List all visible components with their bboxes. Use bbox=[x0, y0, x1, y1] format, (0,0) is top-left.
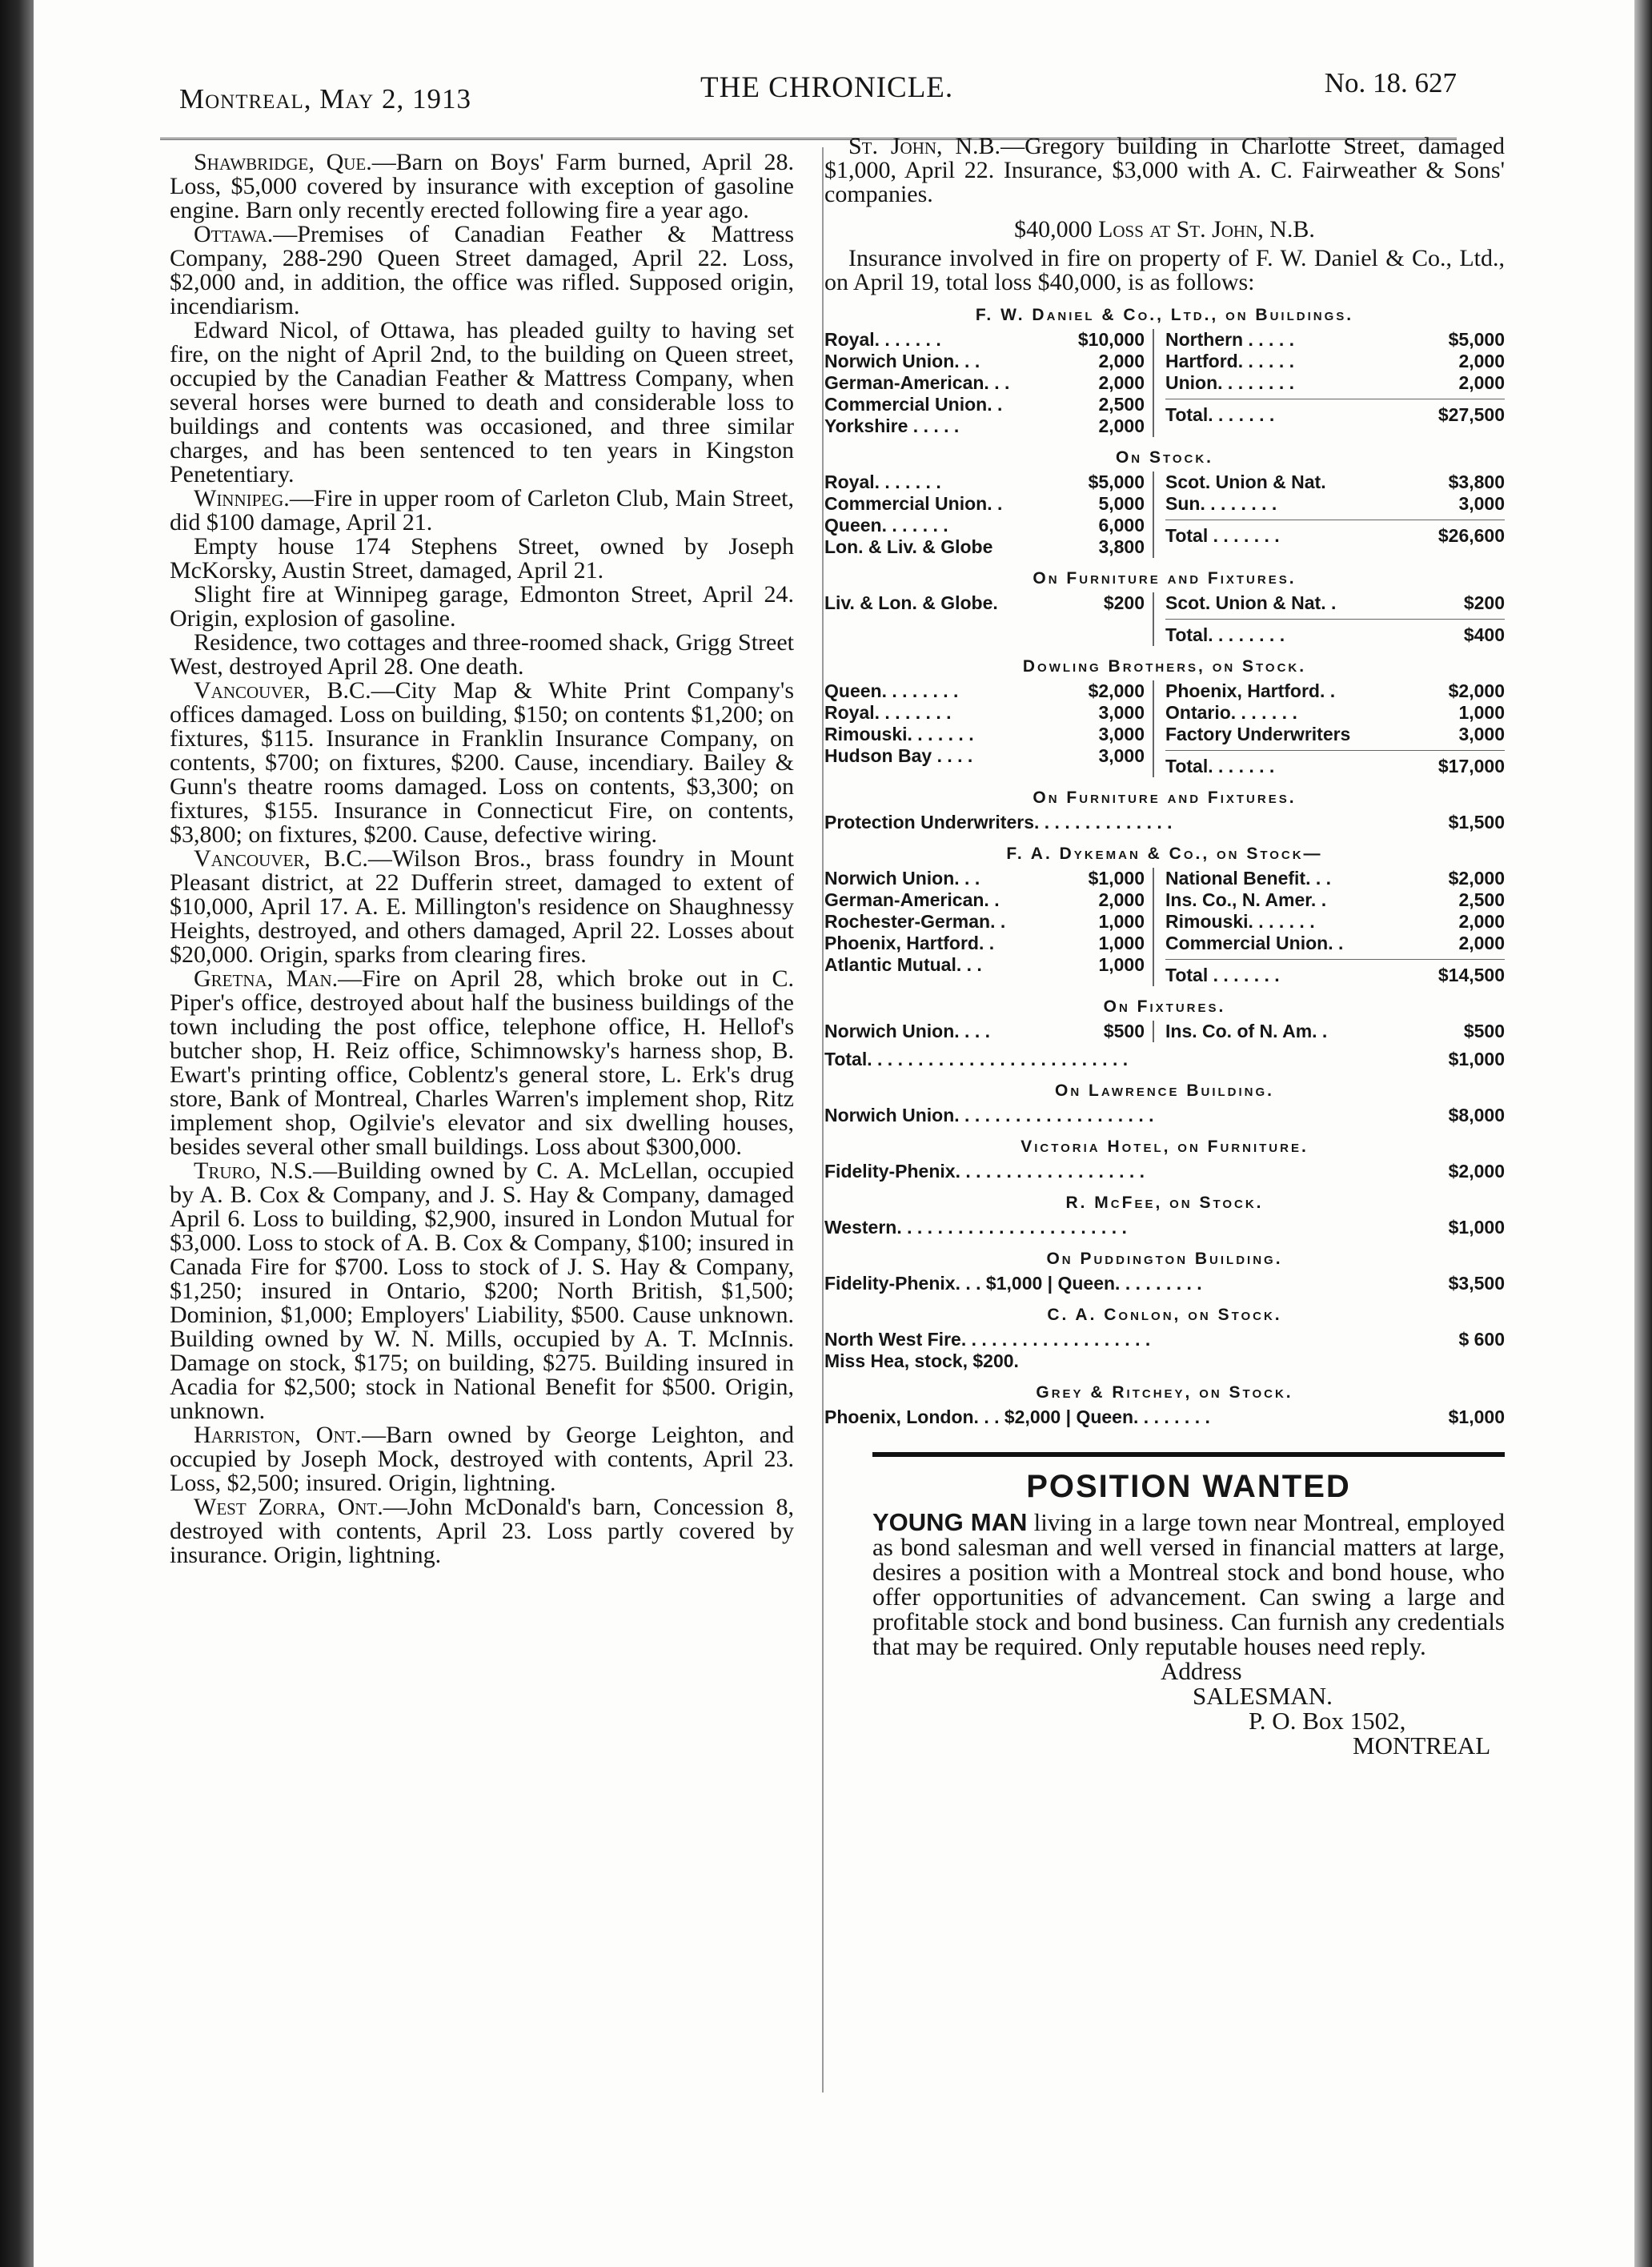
insurer-row: Norwich Union. . . $1,000 bbox=[824, 868, 1145, 889]
insurer-row: Hartford. . . . . . 2,000 bbox=[1165, 351, 1505, 371]
right-column bbox=[824, 134, 1505, 1758]
insurer-row: German-American. . 2,000 bbox=[824, 889, 1145, 910]
insurer-row: Ontario. . . . . . . 1,000 bbox=[1165, 702, 1505, 723]
insurer-row: Commercial Union. . 2,500 bbox=[824, 394, 1145, 415]
insurance-table bbox=[824, 592, 1505, 646]
running-header bbox=[168, 67, 1457, 123]
item-winnipeg-residence: Residence, two cottages and three-roomed shack, Grigg Street West, destroyed April 28. One death. bbox=[170, 629, 794, 680]
section-heading: On Furniture and Fixtures. bbox=[1032, 569, 1297, 588]
insurer-row: Royal. . . . . . . . 3,000 bbox=[824, 702, 1145, 723]
insurer-row: Liv. & Lon. & Globe. $200 bbox=[824, 592, 1145, 613]
section-heading: On Fixtures. bbox=[1103, 997, 1226, 1016]
insurer-row: Northern . . . . . $5,000 bbox=[1165, 329, 1505, 350]
insurer-row: Commercial Union. . 2,000 bbox=[1165, 933, 1505, 953]
insurance-line: Western. . . . . . . . . . . . . . . . . . . . . . . $1,000 bbox=[824, 1217, 1505, 1238]
item-harriston: Harriston, Ont.—Barn owned by George Leighton, and occupied by Joseph Mock, destroyed with contents, April 23. Loss, $2,500; insured. Origin, lightning. bbox=[170, 1422, 794, 1496]
insurer-row: National Benefit. . . $2,000 bbox=[1165, 868, 1505, 889]
section-heading: On Stock. bbox=[1115, 448, 1214, 467]
page-edge bbox=[1634, 0, 1652, 2267]
fixtures-total: Total. . . . . . . . . . . . . . . . . . . . . . . . . . $1,000 bbox=[824, 1049, 1505, 1069]
item-shawbridge: Shawbridge, Que.—Barn on Boys' Farm burned, April 28. Loss, $5,000 covered by insurance with exception of gasoline engine. Barn only recently erected following fire a year ago. bbox=[170, 149, 794, 223]
insurance-line: Phoenix, London. . . $2,000 | Queen. . . . . . . . $1,000 bbox=[824, 1406, 1505, 1427]
insurance-note: Miss Hea, stock, $200. bbox=[824, 1350, 1019, 1371]
item-ottawa: Ottawa.—Premises of Canadian Feather & Mattress Company, 288-290 Queen Street damaged, April 22. Loss, $2,000 and, in addition, the office was rifled. Supposed origin, incendiarism. bbox=[170, 221, 794, 319]
insurer-row: Lon. & Liv. & Globe 3,800 bbox=[824, 536, 1145, 557]
loss-intro: Insurance involved in fire on property of F. W. Daniel & Co., Ltd., on April 19, total loss $40,000, is as follows: bbox=[824, 245, 1505, 295]
position-wanted-ad bbox=[872, 1452, 1505, 1758]
loss-title: $40,000 Loss at St. John, N.B. bbox=[1014, 216, 1315, 243]
insurer-row: Yorkshire . . . . . 2,000 bbox=[824, 415, 1145, 436]
section-heading: Dowling Brothers, on Stock. bbox=[1022, 657, 1307, 676]
book-binding-edge bbox=[0, 0, 34, 2267]
ad-body: YOUNG MAN living in a large town near Montreal, employed as bond salesman and well versed in financial matters at large, desires a position with a Montreal stock and bond house, who offer opportunities of advancement. Can swing a large and profitable stock and bond business. Can furnish any credentials that may be required. Only reputable houses need reply. bbox=[872, 1508, 1506, 1660]
ad-city: MONTREAL bbox=[1353, 1731, 1491, 1759]
insurance-table bbox=[824, 471, 1505, 558]
section-heading: Grey & Ritchey, on Stock. bbox=[1036, 1383, 1293, 1402]
insurer-row: Commercial Union. . 5,000 bbox=[824, 493, 1145, 514]
insurer-row: Ins. Co. of N. Am. . $500 bbox=[1165, 1021, 1505, 1041]
section-heading: Victoria Hotel, on Furniture. bbox=[1020, 1138, 1309, 1156]
insurance-table bbox=[824, 680, 1505, 777]
header-journal-title: THE CHRONICLE. bbox=[700, 71, 954, 104]
item-winnipeg-garage: Slight fire at Winnipeg garage, Edmonton Street, April 24. Origin, explosion of gasoline. bbox=[170, 581, 794, 632]
section-heading: F. W. Daniel & Co., Ltd., on Buildings. bbox=[975, 306, 1354, 324]
insurer-row: Atlantic Mutual. . . 1,000 bbox=[824, 954, 1145, 975]
insurance-line: North West Fire. . . . . . . . . . . . . . . . . . . $ 600 bbox=[824, 1329, 1505, 1350]
insurer-row: Rimouski. . . . . . . 3,000 bbox=[824, 724, 1145, 744]
ad-address-label: Address bbox=[1161, 1657, 1242, 1685]
ad-po-box: P. O. Box 1502, bbox=[1249, 1707, 1406, 1735]
insurer-row: Royal. . . . . . . $5,000 bbox=[824, 471, 1145, 492]
section-total: Total. . . . . . . . $400 bbox=[1165, 619, 1505, 646]
insurance-table-fixtures bbox=[824, 1021, 1505, 1042]
insurer-row: Scot. Union & Nat. $3,800 bbox=[1165, 471, 1505, 492]
insurance-schedule bbox=[824, 304, 1505, 1428]
insurer-row: Ins. Co., N. Amer. . 2,500 bbox=[1165, 889, 1505, 910]
ad-name: SALESMAN. bbox=[1193, 1682, 1333, 1710]
section-total: Total . . . . . . . $26,600 bbox=[1165, 520, 1505, 547]
item-west-zorra: West Zorra, Ont.—John McDonald's barn, Concession 8, destroyed with contents, April 23. Loss partly covered by insurance. Origin, lightning. bbox=[170, 1494, 794, 1568]
ad-rule bbox=[872, 1452, 1505, 1457]
insurer-row: Rochester-German. . 1,000 bbox=[824, 911, 1145, 932]
insurance-line: Protection Underwriters. . . . . . . . . . . . . . $1,500 bbox=[824, 812, 1505, 833]
insurer-row: Factory Underwriters 3,000 bbox=[1165, 724, 1505, 744]
insurer-row: German-American. . . 2,000 bbox=[824, 372, 1145, 393]
item-vancouver-2: Vancouver, B.C.—Wilson Bros., brass foundry in Mount Pleasant district, at 22 Dufferin street, damaged to extent of $10,000, April 17. A. E. Millington's residence on Shaughnessy Heights, destroyed, and others damaged, April 22. Losses about $20,000. Origin, sparks from clearing fires. bbox=[170, 845, 794, 968]
insurer-row: Sun. . . . . . . . 3,000 bbox=[1165, 493, 1505, 514]
header-page-number: No. 18. 627 bbox=[1324, 67, 1457, 98]
section-heading: On Furniture and Fixtures. bbox=[1032, 788, 1297, 807]
insurance-line: Fidelity-Phenix. . . $1,000 | Queen. . . . . . . . . $3,500 bbox=[824, 1273, 1505, 1294]
column-divider bbox=[822, 147, 824, 2092]
insurer-row: Rimouski. . . . . . . 2,000 bbox=[1165, 911, 1505, 932]
insurer-row: Union. . . . . . . . 2,000 bbox=[1165, 372, 1505, 393]
item-st-john: St. John, N.B.—Gregory building in Charlotte Street, damaged $1,000, April 22. Insurance, $3,000 with A. C. Fairweather & Sons' companies. bbox=[824, 133, 1505, 207]
item-winnipeg-house: Empty house 174 Stephens Street, owned by Joseph McKorsky, Austin Street, damaged, April 21. bbox=[170, 533, 794, 584]
insurer-row: Scot. Union & Nat. . $200 bbox=[1165, 592, 1505, 613]
insurer-row: Norwich Union. . . . $500 bbox=[824, 1021, 1145, 1041]
insurer-row: Queen. . . . . . . 6,000 bbox=[824, 515, 1145, 536]
item-gretna: Gretna, Man.—Fire on April 28, which broke out in C. Piper's office, destroyed about half the business buildings of the town including the post office, telephone office, H. Hellof's butcher shop, H. Reiz office, Schimnowsky's harness shop, B. Ewart's printing office, Coblentz's general store, L. Erk's drug store, Bank of Montreal, Charles Warren's implement shop, Ritz implement shop, Ogilvie's elevator and six dwelling houses, besides several other small buildings. Loss about $300,000. bbox=[170, 965, 795, 1160]
section-heading: R. McFee, on Stock. bbox=[1065, 1194, 1264, 1212]
insurer-row: Phoenix, Hartford. . 1,000 bbox=[824, 933, 1145, 953]
ad-title: POSITION WANTED bbox=[1026, 1469, 1351, 1504]
insurance-line: Fidelity-Phenix. . . . . . . . . . . . . . . . . . . $2,000 bbox=[824, 1161, 1505, 1182]
insurer-row: Norwich Union. . . 2,000 bbox=[824, 351, 1145, 371]
insurance-line: Norwich Union. . . . . . . . . . . . . . . . . . . . $8,000 bbox=[824, 1105, 1505, 1125]
section-heading: On Puddington Building. bbox=[1046, 1250, 1283, 1268]
insurance-table bbox=[824, 329, 1505, 437]
section-heading: F. A. Dykeman & Co., on Stock— bbox=[1006, 845, 1323, 863]
left-column bbox=[170, 150, 794, 1567]
section-total: Total. . . . . . . $27,500 bbox=[1165, 399, 1505, 426]
item-vancouver-1: Vancouver, B.C.—City Map & White Print Company's offices damaged. Loss on building, $150; on contents $1,200; on fixtures, $115. Insurance in Franklin Insurance Company, on contents, $700; on fixtures, $200. Cause, incendiary. Bailey & Gunn's theatre rooms damaged. Loss on contents, $3,300; on fixtures, $155. Insurance in Connecticut Fire, on contents, $3,800; on fixtures, $200. Cause, defective wiring. bbox=[170, 677, 794, 848]
item-winnipeg: Winnipeg.—Fire in upper room of Carleton Club, Main Street, did $100 damage, April 21. bbox=[170, 485, 794, 536]
section-heading: On Lawrence Building. bbox=[1055, 1081, 1274, 1100]
item-truro: Truro, N.S.—Building owned by C. A. McLellan, occupied by A. B. Cox & Company, and J. S. Hay & Company, damaged April 6. Loss to building, $2,900, insured in London Mutual for $3,000. Loss to stock of A. B. Cox & Company, $100; insured in Canada Fire for $700. Loss to stock of J. S. Hay & Company, $1,250; insured in Ontario, $200; North British, $1,500; Dominion, $1,000; Employers' Liability, $500. Cause unknown. Building owned by W. N. Mills, occupied by A. T. McInnis. Damage on stock, $175; on building, $275. Building insured in Acadia for $2,500; stock in National Benefit for $500. Origin, unknown. bbox=[170, 1158, 794, 1424]
insurer-row: Phoenix, Hartford. . $2,000 bbox=[1165, 680, 1505, 701]
insurance-table bbox=[824, 868, 1505, 986]
section-total: Total. . . . . . . $17,000 bbox=[1165, 750, 1505, 777]
insurer-row: Hudson Bay . . . . 3,000 bbox=[824, 745, 1145, 766]
section-total: Total . . . . . . . $14,500 bbox=[1165, 959, 1505, 986]
item-ottawa-nicol: Edward Nicol, of Ottawa, has pleaded guilty to having set fire, on the night of April 2nd, to the building on Queen street, occupied by the Canadian Feather & Mattress Company, when several horses were burned to death and considerable loss to buildings and contents was occasioned, and three similar charges, and has been sentenced to ten years in Kingston Penetentiary. bbox=[170, 317, 794, 488]
header-date: Montreal, May 2, 1913 bbox=[179, 83, 471, 114]
insurer-row: Royal. . . . . . . $10,000 bbox=[824, 329, 1145, 350]
insurer-row: Queen. . . . . . . . $2,000 bbox=[824, 680, 1145, 701]
section-heading: C. A. Conlon, on Stock. bbox=[1047, 1306, 1282, 1324]
